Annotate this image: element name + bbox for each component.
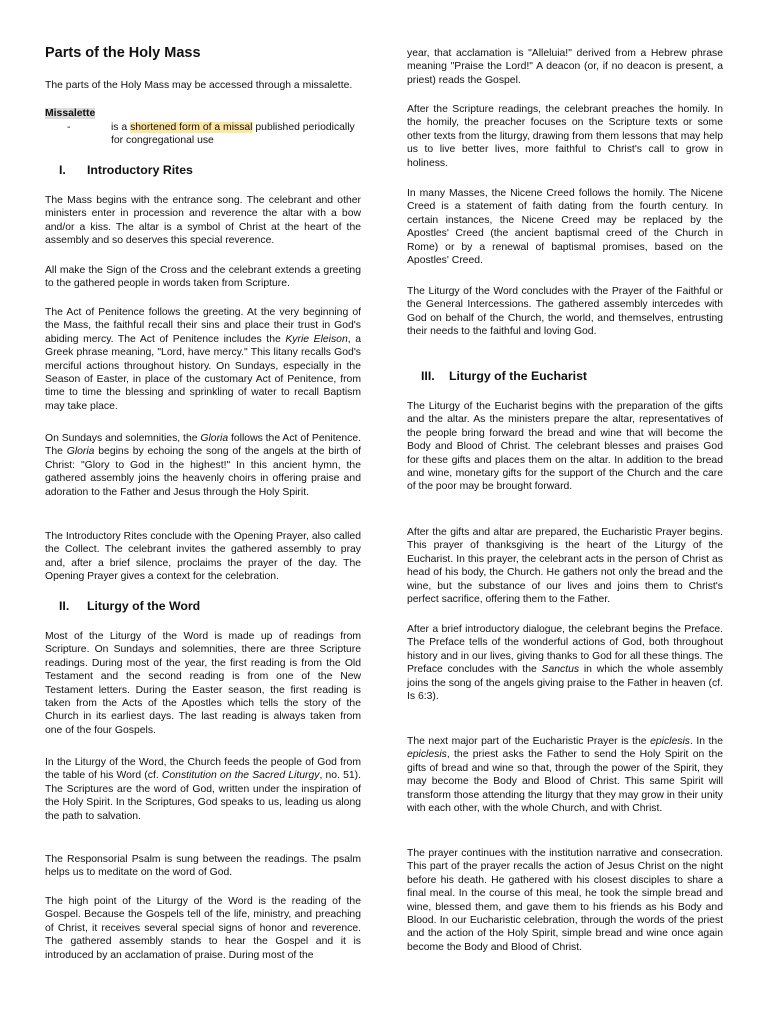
paragraph: The high point of the Liturgy of the Word is the reading of the Gospel. Because the Gospels tell of the life, ministry, and preaching of Christ, it receives several special signs of honor and reverence. The gathered assembly stands to hear the Gospel and it is introduced by an acclamation of praise. During most of the xyxy=(45,896,361,961)
paragraph: All make the Sign of the Cross and the celebrant extends a greeting to the gathered people in words taken from Scripture. xyxy=(45,265,361,290)
term-missalette xyxy=(45,107,361,120)
paragraph: The prayer continues with the institution narrative and consecration. This part of the prayer recalls the action of Jesus Christ on the night before his death. He gathered with his closest disciples to share a final meal. In the course of this meal, he took the simple bread and wine, blessed them, and gave them to his friends as his Body and Blood. In our Eucharistic celebration, through the words of the priest and the action of the Holy Spirit, simple bread and wine once again become the Body and Blood of Christ. xyxy=(407,848,723,953)
paragraph: In many Masses, the Nicene Creed follows the homily. The Nicene Creed is a statement of faith dating from the fourth century. In certain instances, the Nicene Creed may be replaced by the Apostles' Creed (the ancient baptismal creed of the Church in Rome) or by a renewal of baptismal promises, based on the Apostles' Creed. xyxy=(407,188,723,267)
intro-line: The parts of the Holy Mass may be accessed through a missalette. xyxy=(45,80,353,91)
definition-text: is a shortened form of a missal published periodically for congregational use xyxy=(111,122,355,147)
definition-item xyxy=(45,121,361,149)
paragraph: The Act of Penitence follows the greeting. At the very beginning of the Mass, the faithful recall their sins and place their trust in God's abiding mercy. The Act of Penitence includes the Kyrie Eleison, a Greek phrase meaning, "Lord, have mercy." This litany recalls God's merciful actions throughout history. On Sundays, especially in the Season of Easter, in place of the customary Act of Penitence, from time to time the blessing and sprinkling of water to recall Baptism may take place. xyxy=(45,307,361,412)
paragraph: The Responsorial Psalm is sung between the readings. The psalm helps us to meditate on the word of God. xyxy=(45,854,361,879)
paragraph: The Mass begins with the entrance song. The celebrant and other ministers enter in procession and reverence the altar with a bow and/or a kiss. The altar is a symbol of Christ at the heart of the assembly and so deserves this special reverence. xyxy=(45,195,361,247)
section-heading-liturgy-of-the-word: II. Liturgy of the Word xyxy=(59,599,201,613)
paragraph: After a brief introductory dialogue, the celebrant begins the Preface. The Preface tells of the wonderful actions of God, both throughout history and in our lives, giving thanks to God for all these things. The Preface concludes with the Sanctus in which the whole assembly joins the song of the angels giving praise to the Father in heaven (cf. Is 6:3). xyxy=(407,624,723,703)
section-heading-introductory-rites: I. Introductory Rites xyxy=(59,163,193,177)
paragraph: The next major part of the Eucharistic Prayer is the epiclesis. In the epiclesis, the priest asks the Father to send the Holy Spirit on the gifts of bread and wine so that, through the power of the Spirit, they may become the Body and Blood of Christ. This same Spirit will transform those attending the liturgy that they may grow in their unity with each other, with the whole Church, and with Christ. xyxy=(407,736,723,815)
paragraph: The Liturgy of the Eucharist begins with the preparation of the gifts and the altar. As the ministers prepare the altar, representatives of the people bring forward the bread and wine that will become the Body and Blood of Christ. The celebrant blesses and praises God for these gifts and places them on the altar. In addition to the bread and wine, monetary gifts for the support of the Church and the care of the poor may be brought forward. xyxy=(407,401,723,493)
paragraph: After the gifts and altar are prepared, the Eucharistic Prayer begins. This prayer of thanksgiving is the heart of the Liturgy of the Eucharist. In this prayer, the celebrant acts in the person of Christ as head of his body, the Church. He gathers not only the bread and the wine, but the substance of our lives and joins them to Christ's perfect sacrifice, offering them to the Father. xyxy=(407,527,723,606)
paragraph: Most of the Liturgy of the Word is made up of readings from Scripture. On Sundays and solemnities, there are three Scripture readings. During most of the year, the first reading is from the Old Testament and the second reading is from one of the New Testament letters. During the Easter season, the first reading is taken from the Acts of the Apostles which tells the story of the Church in its earliest days. The last reading is always taken from one of the four Gospels. xyxy=(45,631,361,736)
paragraph: The Introductory Rites conclude with the Opening Prayer, also called the Collect. The celebrant invites the gathered assembly to pray and, after a brief silence, proclaims the prayer of the day. The Opening Prayer gives a context for the celebration. xyxy=(45,531,361,583)
section-heading-liturgy-of-the-eucharist: III. Liturgy of the Eucharist xyxy=(421,369,588,383)
paragraph: After the Scripture readings, the celebrant preaches the homily. In the homily, the preacher focuses on the Scripture texts or some other texts from the liturgy, drawing from them lessons that may help us to live better lives, more faithful to Christ's call to grow in holiness. xyxy=(407,104,723,169)
dash-bullet: - xyxy=(67,122,71,133)
paragraph: The Liturgy of the Word concludes with the Prayer of the Faithful or the General Intercessions. The gathered assembly intercedes with God on behalf of the Church, the world, and themselves, entrusting their needs to the faithful and loving God. xyxy=(407,286,723,338)
paragraph: year, that acclamation is "Alleluia!" derived from a Hebrew phrase meaning "Praise the Lord!" A deacon (or, if no deacon is present, a priest) reads the Gospel. xyxy=(407,48,723,86)
highlighted-phrase: shortened form of a missal xyxy=(130,122,253,133)
page-title: Parts of the Holy Mass xyxy=(45,45,201,61)
paragraph: On Sundays and solemnities, the Gloria follows the Act of Penitence. The Gloria begins by echoing the song of the angels at the birth of Christ: "Glory to God in the highest!" In this ancient hymn, the gathered assembly joins the heavenly choirs in offering praise and adoration to the Father and Jesus through the Holy Spirit. xyxy=(45,433,362,498)
term-label: Missalette xyxy=(45,108,96,119)
paragraph: In the Liturgy of the Word, the Church feeds the people of God from the table of his Word (cf. Constitution on the Sacred Liturgy, no. 51). The Scriptures are the word of God, written under the inspiration of the Holy Spirit. In the Scriptures, God speaks to us, leading us along the path to salvation. xyxy=(45,757,362,822)
